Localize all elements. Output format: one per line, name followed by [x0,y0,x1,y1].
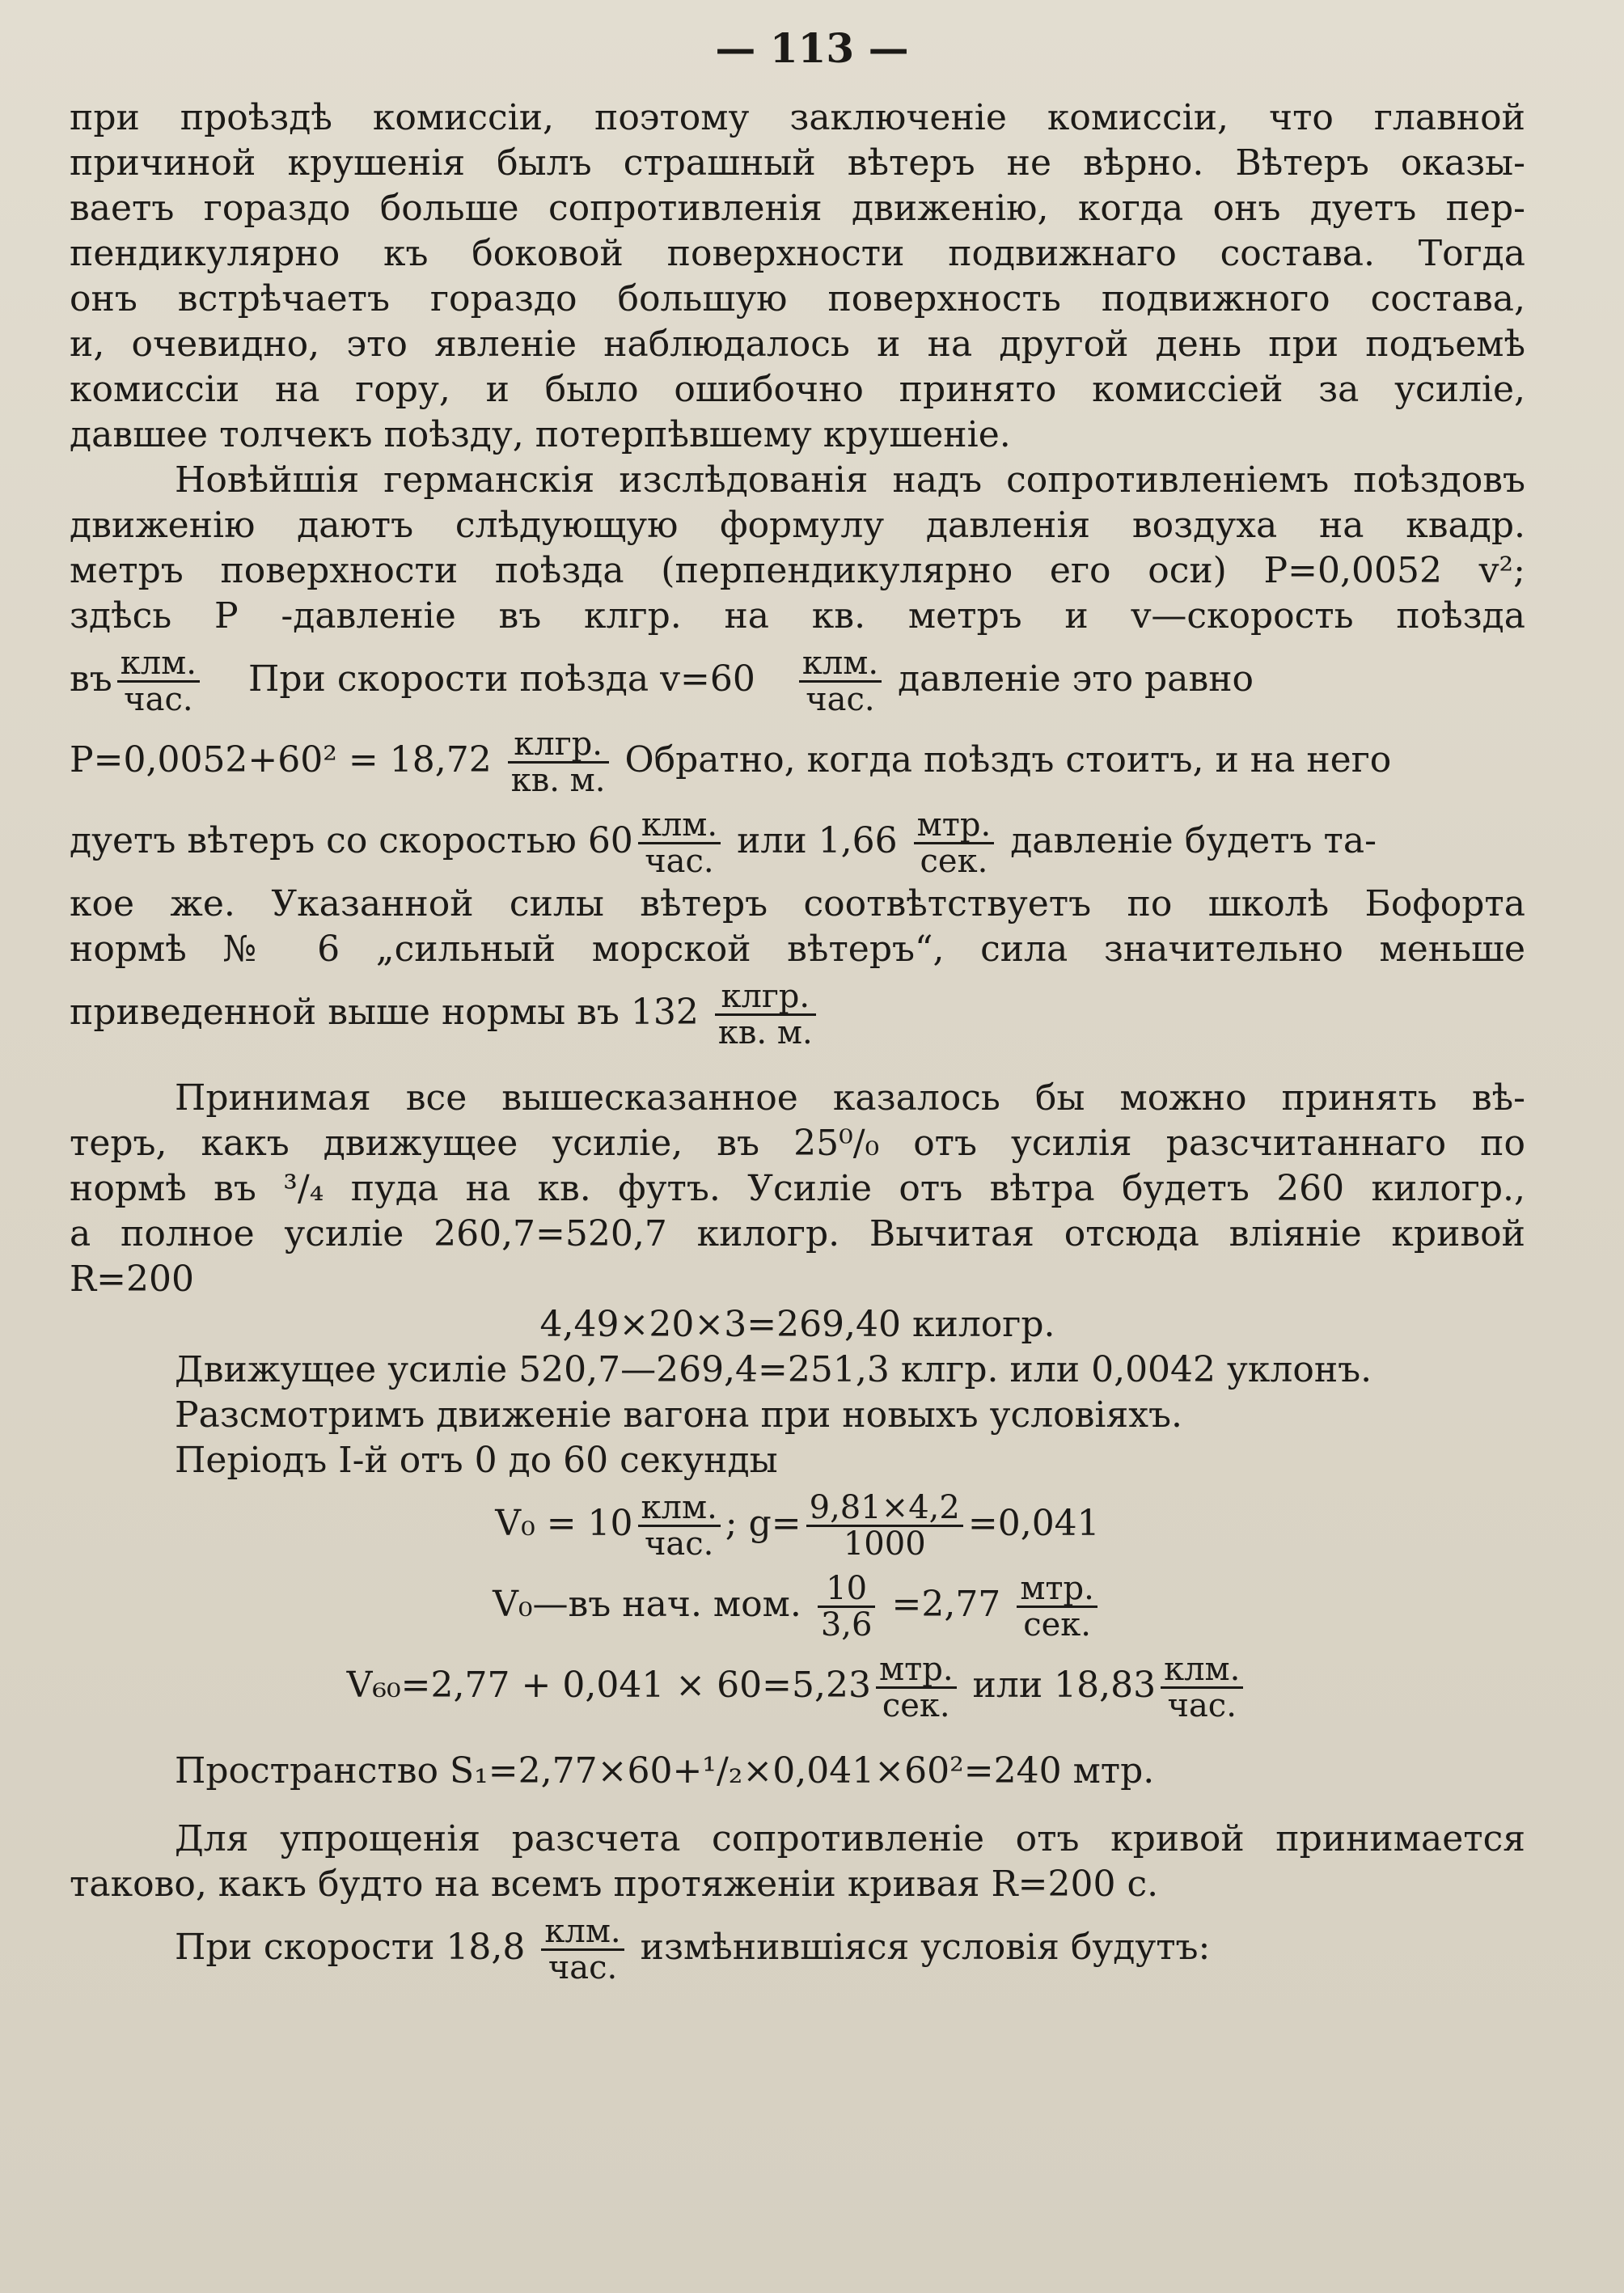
fraction-denominator: час. [645,843,714,880]
text-fragment: При скорости поѣзда v=60 [248,658,755,700]
fraction-numerator: клм. [799,646,882,683]
fraction [1161,1652,1243,1723]
text-line: Періодъ I-й отъ 0 до 60 секунды [175,1440,778,1481]
equation [70,1645,1525,1726]
fraction-denominator: 1000 [843,1525,926,1563]
formula-line [70,720,1525,801]
fraction [914,808,995,878]
text-line: ваетъ гораздо больше сопротивленія движенію, когда онъ дуетъ пер- [70,188,1525,229]
fraction-denominator: кв. м. [510,762,606,799]
formula-line [70,639,1525,720]
fraction [818,1572,876,1642]
text-fragment: =0,041 [967,1503,1100,1544]
text-fragment: или 1,66 [737,820,898,861]
fraction-numerator: клм. [638,1491,721,1527]
text-fragment: Обратно, когда поѣздъ стоитъ, и на него [624,739,1392,781]
text-line: пендикулярно къ боковой поверхности подвижнаго состава. Тогда [70,233,1525,274]
text-line: Движущее усиліе 520,7—269,4=251,3 клгр. или 0,0042 уклонъ. [175,1349,1372,1390]
text-fragment: =2,77 [891,1584,1001,1625]
text-line: Разсмотримъ движеніе вагона при новыхъ условіяхъ. [175,1394,1183,1436]
text-line: онъ встрѣчаетъ гораздо большую поверхность подвижного состава, [70,278,1525,319]
fraction-denominator: час. [1167,1687,1237,1724]
fraction-denominator: час. [124,681,193,718]
text-fragment: P=0,0052+60² = 18,72 [70,739,492,781]
text-fragment: приведенной выше нормы въ 132 [70,992,699,1033]
fraction-denominator: кв. м. [717,1014,813,1051]
fraction [541,1914,624,1985]
page-body [70,95,1525,1988]
text-fragment: V₀—въ нач. мом. [493,1584,801,1625]
fraction-denominator: 3,6 [820,1606,873,1644]
formula-line [70,1907,1525,1988]
equation: Пространство S₁=2,77×60+¹/₂×0,041×60²=240 мтр. [175,1750,1155,1792]
fraction-denominator: час. [806,681,875,718]
text-fragment: давленіе это равно [898,658,1254,700]
text-line: и, очевидно, это явленіе наблюдалось и на другой день при подъемѣ [70,324,1525,365]
fraction-denominator: час. [548,1949,618,1986]
text-line: Новѣйшія германскія изслѣдованія надъ сопротивленіемъ поѣздовъ [175,459,1525,501]
text-line: давшее толчекъ поѣзду, потерпѣвшему крушеніе. [70,414,1011,455]
text-fragment: или 18,83 [972,1665,1157,1706]
formula-line: 4,49×20×3=269,40 килогр. [539,1304,1055,1345]
fraction-numerator: мтр. [914,808,995,844]
text-line: метръ поверхности поѣзда (перпендикулярно его оси) P=0,0052 v²; [70,550,1525,591]
equation [70,1483,1525,1564]
text-line: а полное усиліе 260,7=520,7 килогр. Вычитая отсюда вліяніе кривой [70,1213,1525,1254]
text-line: здѣсь P -давленіе въ клгр. на кв. метръ и v—скорость поѣзда [70,595,1525,637]
fraction [508,727,609,797]
text-fragment: V₀ = 10 [495,1503,633,1544]
text-line: нормѣ въ ³/₄ пуда на кв. футъ. Усиліе отъ вѣтра будетъ 260 килогр., [70,1168,1525,1209]
text-line: причиной крушенія былъ страшный вѣтеръ не вѣрно. Вѣтеръ оказы- [70,142,1525,184]
fraction-numerator: клм. [117,646,200,683]
text-line: движенію даютъ слѣдующую формулу давленія воздуха на квадр. [70,505,1525,546]
fraction-numerator: клм. [638,808,721,844]
text-line: нормѣ № 6 „сильный морской вѣтеръ“, сила значительно меньше [70,929,1525,970]
fraction-numerator: мтр. [1017,1572,1097,1608]
fraction [876,1652,957,1723]
text-fragment: въ [70,658,112,700]
fraction [799,646,882,717]
fraction-numerator: 10 [818,1572,876,1608]
text-fragment: дуетъ вѣтеръ со скоростью 60 [70,820,633,861]
text-fragment: При скорости 18,8 [175,1927,526,1968]
text-fragment: ; g= [725,1503,801,1544]
fraction-denominator: сек. [920,843,988,880]
equation [70,1564,1525,1645]
fraction [638,808,721,878]
text-line: при проѣздѣ комиссіи, поэтому заключеніе комиссіи, что главной [70,97,1525,138]
fraction-denominator: сек. [882,1687,950,1724]
fraction [806,1491,963,1561]
fraction [638,1491,721,1561]
fraction-numerator: клгр. [715,979,816,1016]
fraction-numerator: клм. [541,1914,624,1951]
fraction [1017,1572,1097,1642]
text-fragment: давленіе будетъ та- [1010,820,1377,861]
formula-line [70,801,1525,882]
page-number: — 113 — [715,24,909,72]
text-line: R=200 [70,1259,194,1300]
text-line: Принимая все вышесказанное казалось бы можно принять вѣ- [175,1077,1525,1119]
fraction [715,979,816,1050]
formula-line [70,972,1525,1053]
fraction-numerator: мтр. [876,1652,957,1689]
text-line: теръ, какъ движущее усиліе, въ 25⁰/₀ отъ усилія разсчитаннаго по [70,1123,1525,1164]
text-line: таково, какъ будто на всемъ протяженіи кривая R=200 с. [70,1864,1159,1905]
text-line: Для упрощенія разсчета сопротивленіе отъ кривой принимается [175,1818,1525,1859]
text-line: комиссіи на гору, и было ошибочно принято комиссіей за усиліе, [70,369,1525,410]
text-line: кое же. Указанной силы вѣтеръ соотвѣтствуетъ по школѣ Бофорта [70,883,1525,924]
fraction-numerator: клгр. [508,727,609,764]
fraction [117,646,200,717]
fraction-denominator: сек. [1023,1606,1091,1644]
text-fragment: V₆₀=2,77 + 0,041 × 60=5,23 [346,1665,871,1706]
fraction-numerator: клм. [1161,1652,1243,1689]
text-fragment: измѣнившіяся условія будутъ: [640,1927,1211,1968]
fraction-numerator: 9,81×4,2 [806,1491,963,1527]
fraction-denominator: час. [644,1525,714,1563]
